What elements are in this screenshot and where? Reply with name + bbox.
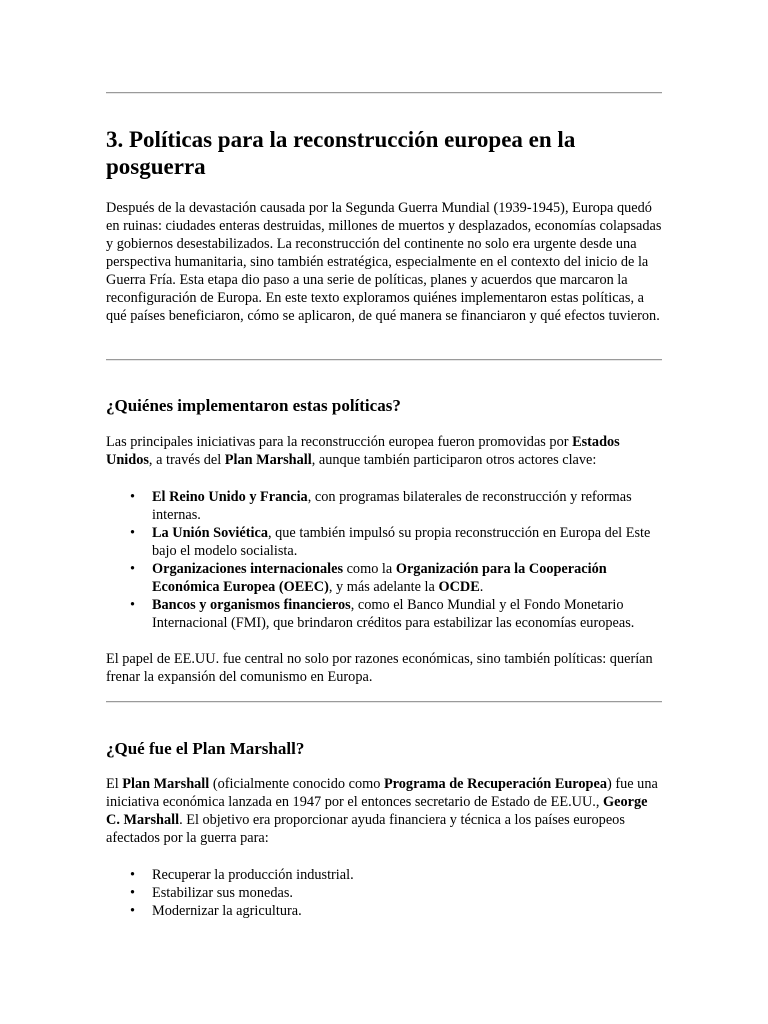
who-closing-paragraph: El papel de EE.UU. fue central no solo por razones económicas, sino también políticas: querían frenar la expansión del comunismo en Europa. (106, 651, 653, 685)
text-span: ) fue una iniciativa económica lanzada en 1947 por el entonces secretario de Estado de EE.UU., (106, 776, 658, 810)
divider (106, 359, 662, 361)
divider (106, 701, 662, 703)
list-item (130, 488, 662, 524)
intro-paragraph: Después de la devastación causada por la Segunda Guerra Mundial (1939-1945), Europa quedó en ruinas: ciudades enteras destruidas, millones de muertos y desplazados, economías colapsadas y gobiernos desestabilizados. La reconstrucción del continente no solo era urgente desde una perspectiva humanitaria, sino también estratégica, especialmente en el contexto del inicio de la Guerra Fría. Esta etapa dio paso a una serie de políticas, planes y acuerdos que marcaron la reconfiguración de Europa. En este texto exploramos quiénes implementaron estas políticas, a qué países beneficiaron, cómo se aplicaron, de qué manera se financiaron y qué efectos tuvieron. (106, 200, 662, 324)
list-item (130, 884, 662, 902)
list-item (130, 596, 662, 632)
bold-text: Estados Unidos (106, 434, 620, 468)
bold-text: El Reino Unido y Francia (152, 489, 308, 505)
list-item (130, 524, 662, 560)
bold-text: Bancos y organismos financieros (152, 597, 351, 613)
heading-who: ¿Quiénes implementaron estas políticas? (106, 396, 401, 415)
bold-text: La Unión Soviética (152, 525, 268, 541)
bullet: • (130, 867, 136, 883)
actors-list (106, 488, 662, 632)
bullet: • (130, 597, 136, 613)
text-span: , que también impulsó su propia reconstrucción en Europa del Este bajo el modelo socialista. (152, 525, 651, 559)
text-span: El (106, 776, 123, 792)
bold-text: Organizaciones internacionales (152, 561, 344, 577)
list-item (130, 560, 662, 596)
text-span: Modernizar la agricultura. (152, 903, 302, 919)
text-span: (oficialmente conocido como (209, 776, 384, 792)
list-item (130, 902, 662, 920)
text-span: , y más adelante la (328, 579, 439, 595)
bullet: • (130, 489, 136, 505)
marshall-paragraph (106, 775, 662, 847)
text-span: , con programas bilaterales de reconstrucción y reformas internas. (152, 489, 632, 523)
bold-text: Programa de Recuperación Europea (383, 776, 607, 792)
text-span: , aunque también participaron otros actores clave: (311, 452, 597, 468)
who-paragraph (106, 433, 662, 469)
section-title: 3. Políticas para la reconstrucción europea en la posguerra (106, 127, 576, 179)
text-span: , como el Banco Mundial y el Fondo Monetario Internacional (FMI), que brindaron créditos para estabilizar las economías europeas. (152, 597, 635, 631)
bullet: • (130, 561, 136, 577)
bold-text: Organización para la Cooperación Económica Europea (OEEC) (152, 561, 607, 595)
text-span: Las principales iniciativas para la reconstrucción europea fueron promovidas por (106, 434, 573, 450)
divider (106, 92, 662, 94)
bold-text: Plan Marshall (122, 776, 210, 792)
marshall-goals-list (106, 866, 662, 920)
text-span: Estabilizar sus monedas. (152, 885, 293, 901)
bold-text: George C. Marshall (106, 794, 648, 828)
bullet: • (130, 525, 136, 541)
text-span: , a través del (148, 452, 225, 468)
list-item (130, 866, 662, 884)
bold-text: Plan Marshall (224, 452, 312, 468)
bold-text: OCDE (438, 579, 480, 595)
text-span: Recuperar la producción industrial. (152, 867, 354, 883)
text-span: . El objetivo era proporcionar ayuda financiera y técnica a los países europeos afectados por la guerra para: (106, 812, 625, 846)
heading-marshall: ¿Qué fue el Plan Marshall? (106, 739, 305, 758)
text-span: . (479, 579, 484, 595)
text-span: como la (343, 561, 396, 577)
bullet: • (130, 885, 136, 901)
bullet: • (130, 903, 136, 919)
